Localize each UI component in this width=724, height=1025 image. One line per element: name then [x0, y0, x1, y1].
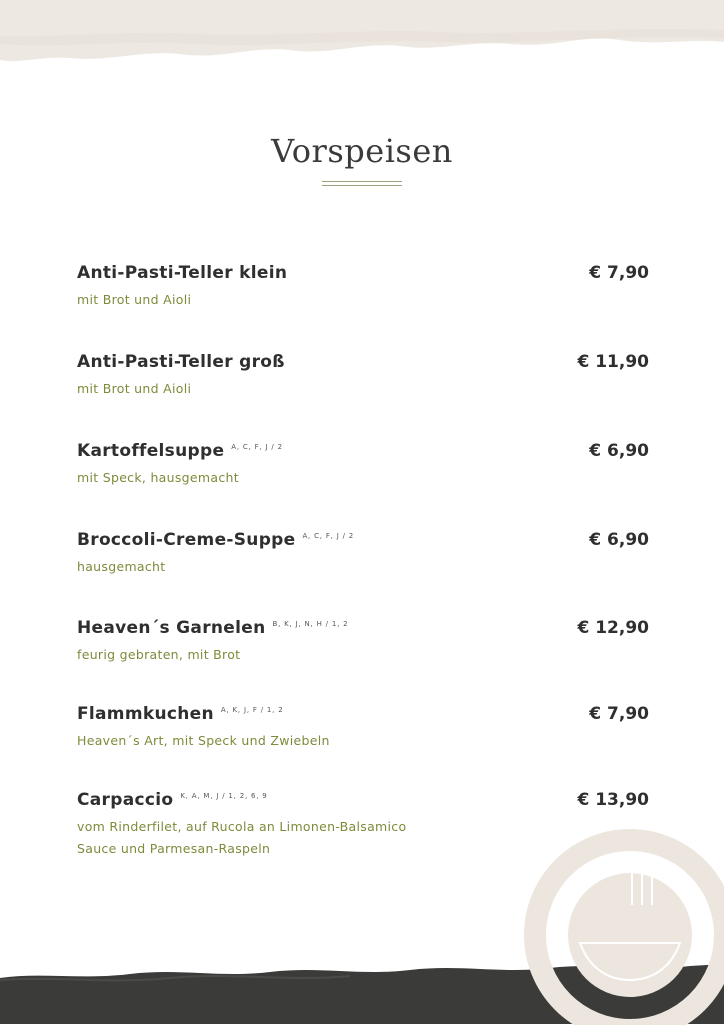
item-description-line: vom Rinderfilet, auf Rucola an Limonen-Balsamico	[77, 819, 407, 834]
item-name: Heaven´s Garnelen	[77, 618, 266, 638]
item-price: € 7,90	[589, 263, 649, 283]
item-description-line: Heaven´s Art, mit Speck und Zwiebeln	[77, 733, 330, 748]
item-description	[77, 467, 649, 489]
item-price: € 6,90	[589, 441, 649, 461]
menu-item	[77, 352, 649, 400]
item-name: Flammkuchen	[77, 704, 214, 724]
item-allergens: A, C, F, J / 2	[302, 532, 355, 540]
item-description-line: mit Brot und Aioli	[77, 381, 192, 396]
title-divider	[322, 181, 402, 189]
item-description	[77, 378, 649, 400]
item-price: € 13,90	[577, 790, 649, 810]
item-price: € 7,90	[589, 704, 649, 724]
menu-item	[77, 790, 649, 860]
item-price: € 6,90	[589, 530, 649, 550]
page-title: Vorspeisen	[271, 132, 453, 170]
item-allergens: B, K, J, N, H / 1, 2	[272, 620, 349, 628]
menu-item	[77, 441, 649, 489]
item-name: Broccoli-Creme-Suppe	[77, 530, 296, 550]
item-description	[77, 644, 649, 666]
item-description	[77, 816, 649, 860]
item-description	[77, 289, 649, 311]
item-name: Carpaccio	[77, 790, 174, 810]
item-name: Kartoffelsuppe	[77, 441, 225, 461]
item-allergens: A, C, F, J / 2	[231, 443, 283, 451]
menu-item	[77, 530, 649, 578]
item-description-line: hausgemacht	[77, 559, 166, 574]
item-description-line: Sauce und Parmesan-Raspeln	[77, 841, 271, 856]
item-price: € 11,90	[577, 352, 649, 372]
item-allergens: K, A, M, J / 1, 2, 6, 9	[180, 792, 268, 800]
top-brush-stroke	[0, 0, 724, 80]
item-allergens: A, K, J, F / 1, 2	[220, 706, 284, 714]
menu-item	[77, 263, 649, 311]
menu-item	[77, 618, 649, 666]
item-name: Anti-Pasti-Teller klein	[77, 263, 288, 283]
item-description	[77, 556, 649, 578]
menu-item	[77, 704, 649, 752]
item-price: € 12,90	[577, 618, 649, 638]
item-description	[77, 730, 649, 752]
item-description-line: feurig gebraten, mit Brot	[77, 647, 241, 662]
item-description-line: mit Speck, hausgemacht	[77, 470, 239, 485]
item-description-line: mit Brot und Aioli	[77, 292, 192, 307]
item-name: Anti-Pasti-Teller groß	[77, 352, 285, 372]
